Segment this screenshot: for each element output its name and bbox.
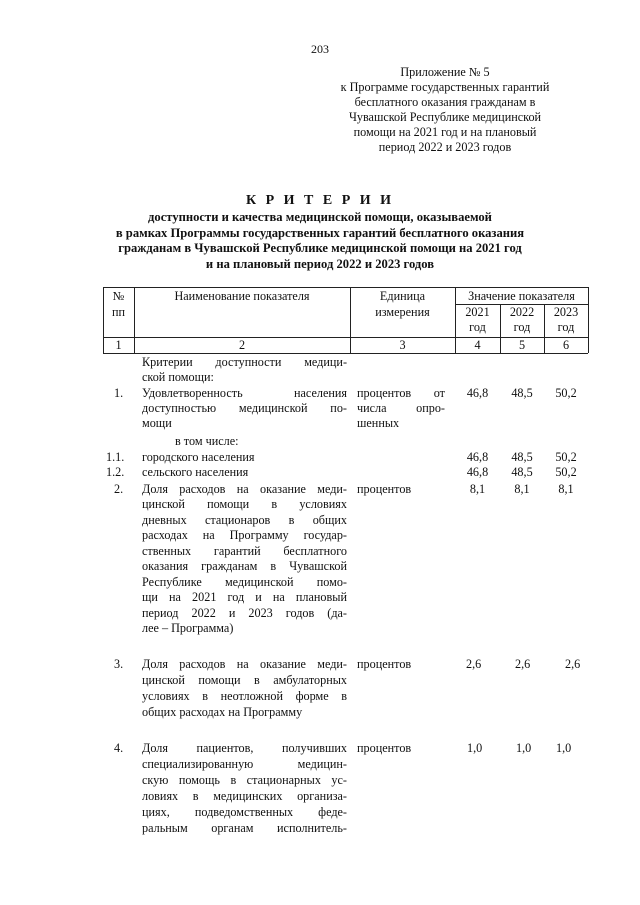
appendix-block [300, 65, 590, 155]
row-unit-line: шенных [357, 416, 400, 430]
row-name: городского населения [142, 450, 255, 464]
row-number: 1. [114, 386, 124, 400]
header-value: Значение показателя [468, 289, 575, 303]
row-value-2022: 48,5 [511, 450, 533, 464]
row-value-2021: 46,8 [466, 386, 489, 400]
header-num: № [112, 289, 125, 303]
row-value-2023: 8,1 [558, 482, 574, 496]
header-unit: Единица [379, 289, 426, 303]
col-numbers-bottom-border [103, 353, 588, 354]
subtitle-line: гражданам в Чувашской Республике медицинской помощи на 2021 год [118, 241, 522, 255]
row-unit: процентов [357, 657, 412, 671]
appendix-line: к Программе государственных гарантий [340, 80, 550, 94]
row-name-line: расходах на Программу государ- [142, 528, 347, 542]
row-value-2022: 2,6 [515, 657, 531, 671]
row-value-2021: 8,1 [469, 482, 486, 496]
row-unit-line: процентов от [357, 386, 445, 400]
row-name-line: общих расходах на Программу [142, 705, 303, 719]
row-number: 3. [114, 657, 124, 671]
row-number: 4. [114, 741, 124, 755]
row-name-line: специализированную медицин- [142, 757, 347, 771]
subtitle-line: доступности и качества медицинской помощи, оказываемой [148, 210, 492, 224]
row-value-2021: 1,0 [467, 741, 483, 755]
document-subtitle [60, 210, 580, 272]
row-value-2022: 8,1 [514, 482, 530, 496]
header-num: пп [111, 305, 126, 319]
appendix-line: бесплатного оказания гражданам в [354, 95, 536, 109]
row-name-line: щи на 2021 год и на плановый [142, 590, 347, 604]
col-number: 3 [399, 338, 406, 352]
row-name-line: дневных стационаров в общих [142, 513, 347, 527]
row-name: сельского населения [142, 465, 249, 479]
row-value-2022: 48,5 [511, 465, 533, 479]
row-name-line: Доля расходов на оказание меди- [142, 482, 347, 496]
row-name-line: скую помощь в стационарных ус- [142, 773, 347, 787]
row-name-line: Доля пациентов, получивших [142, 741, 347, 755]
row-name-line: ральным органам исполнитель- [142, 821, 347, 835]
appendix-line: Приложение № 5 [400, 65, 490, 79]
subtitle-line: и на плановый период 2022 и 2023 годов [205, 256, 435, 271]
row-name-line: период 2022 и 2023 годов (да- [142, 606, 347, 620]
row-name-line: условиях в неотложной форме в [142, 689, 347, 703]
group-heading-line: Критерии доступности медици- [142, 355, 347, 369]
row-name-line: Удовлетворенность населения [142, 386, 347, 400]
row-value-2023: 50,2 [555, 386, 577, 400]
table-right-border [588, 287, 589, 353]
row-value-2023: 1,0 [556, 741, 572, 755]
appendix-line: Чувашской Республике медицинской [348, 110, 542, 124]
including-label: в том числе: [175, 434, 239, 448]
col-number: 6 [562, 338, 570, 352]
row-name-line: Республике медицинской помо- [142, 575, 347, 589]
header-year-label: год [557, 320, 575, 334]
row-name-line: цинской помощи в условиях [142, 497, 347, 511]
row-value-2023: 50,2 [555, 450, 577, 464]
row-name-line: мощи [142, 416, 172, 430]
header-unit: измерения [375, 305, 430, 319]
row-name-line: цинской помощи в амбулаторных [142, 673, 347, 687]
row-unit: процентов [357, 482, 412, 496]
row-unit: процентов [357, 741, 412, 755]
document-title: К Р И Т Е Р И И [245, 193, 395, 208]
row-value-2021: 2,6 [466, 657, 482, 671]
row-value-2023: 2,6 [565, 657, 581, 671]
col-number: 5 [518, 338, 526, 352]
row-name-line: Доля расходов на оказание меди- [142, 657, 347, 671]
row-name-line: ственных гарантий бесплатного [142, 544, 347, 558]
row-value-2022: 1,0 [516, 741, 532, 755]
col-number: 4 [474, 338, 481, 352]
col-number: 2 [238, 338, 246, 352]
row-value-2023: 50,2 [555, 465, 577, 479]
row-name-line: доступностью медицинской по- [142, 401, 347, 415]
col-number: 1 [115, 338, 122, 352]
table-top-border [103, 287, 588, 288]
row-name-line: лее – Программа) [142, 621, 234, 635]
row-unit-line: числа опро- [357, 401, 445, 415]
header-name: Наименование показателя [174, 289, 310, 303]
page-number: 203 [311, 42, 329, 56]
header-year-label: год [513, 320, 531, 334]
row-number: 2. [114, 482, 124, 496]
row-number: 1.1. [106, 450, 125, 464]
row-value-2022: 48,5 [511, 386, 533, 400]
row-name-line: ловиях в медицинских организа- [142, 789, 347, 803]
subtitle-line: в рамках Программы государственных гарантий бесплатного оказания [115, 225, 525, 240]
row-name-line: циях, подведомственных феде- [142, 805, 347, 819]
header-year: 2022 [509, 305, 535, 319]
header-year: 2023 [553, 305, 579, 319]
appendix-line: период 2022 и 2023 годов [378, 140, 512, 154]
header-year-label: год [469, 320, 486, 334]
header-year: 2021 [465, 305, 490, 319]
row-name-line: оказания гражданам в Чувашской [142, 559, 347, 573]
row-value-2021: 46,8 [466, 450, 489, 464]
group-heading-line: ской помощи: [142, 370, 214, 384]
row-number: 1.2. [106, 465, 125, 479]
appendix-line: помощи на 2021 год и на плановый [353, 125, 537, 139]
row-value-2021: 46,8 [466, 465, 489, 479]
